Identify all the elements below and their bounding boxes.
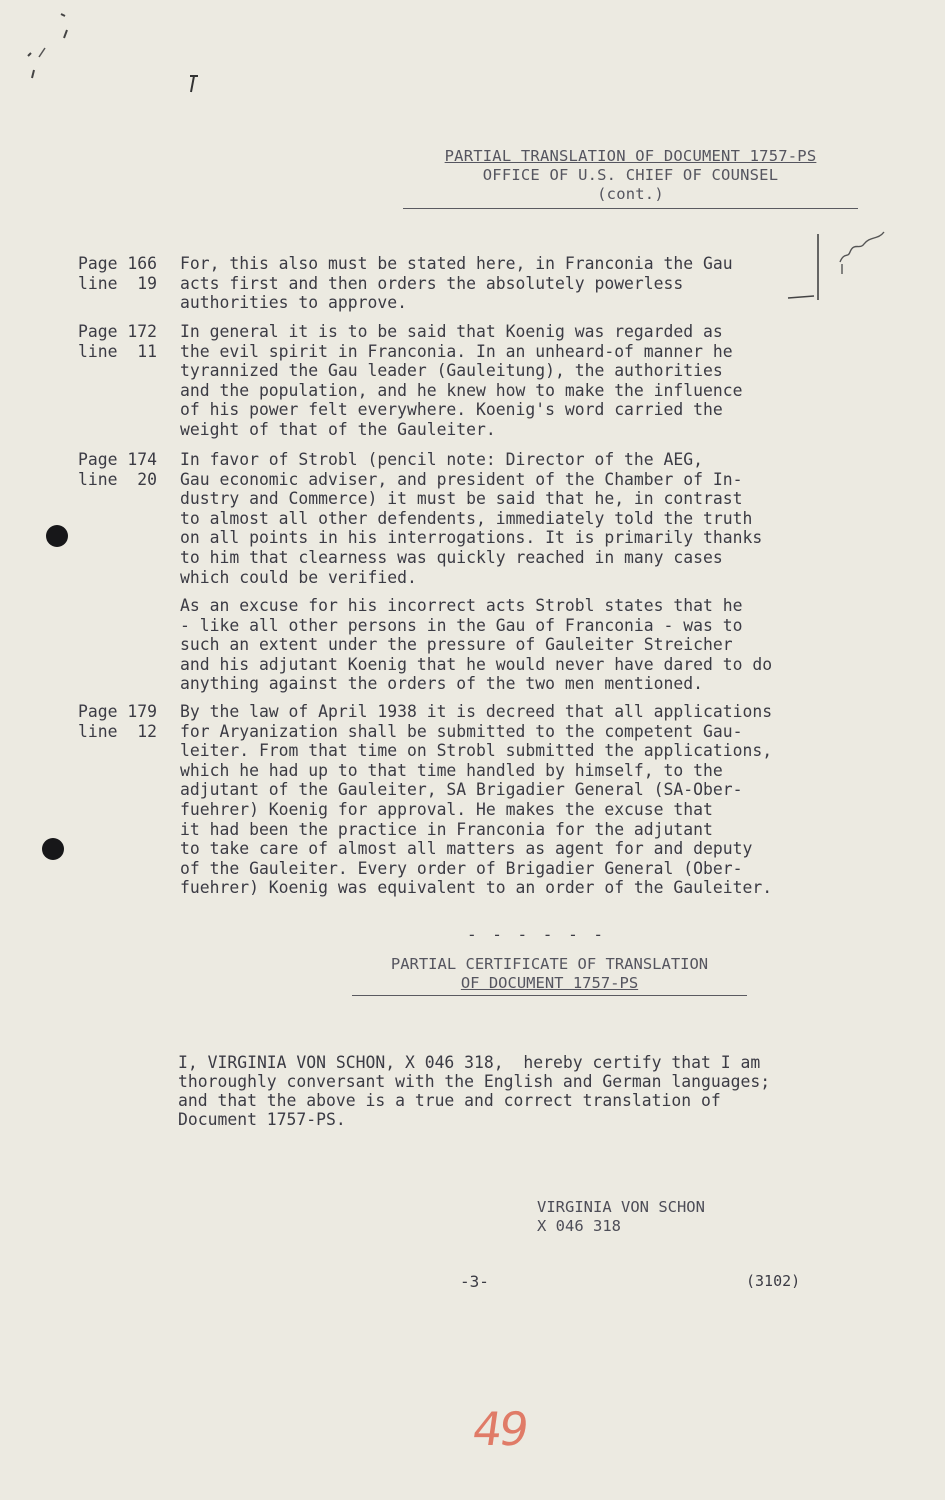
text-line: In favor of Strobl (pencil note: Director of the AEG, xyxy=(180,450,704,469)
page-number: -3- xyxy=(460,1272,489,1291)
text-line: which could be verified. xyxy=(180,567,417,587)
page-ref: Page 174 xyxy=(78,450,157,469)
text-line: Document 1757-PS. xyxy=(178,1110,346,1129)
signature-name: VIRGINIA VON SCHON xyxy=(537,1198,705,1216)
certificate-body xyxy=(178,1053,878,1129)
entry-text xyxy=(180,322,880,440)
text-line: and the population, and he knew how to make the influence xyxy=(180,380,743,400)
page-line-ref xyxy=(78,322,178,361)
signature-id: X 046 318 xyxy=(537,1217,621,1235)
entry-text xyxy=(180,450,880,587)
text-line: to almost all other defendents, immediately told the truth xyxy=(180,508,753,528)
page-line-ref xyxy=(78,450,178,489)
document-header xyxy=(403,147,858,204)
certificate-rule xyxy=(352,995,747,996)
text-line: of his power felt everywhere. Koenig's word carried the xyxy=(180,400,723,420)
text-line: of the Gauleiter. Every order of Brigadier General (Ober- xyxy=(180,858,743,878)
text-line: for Aryanization shall be submitted to the competent Gau- xyxy=(180,721,743,741)
document-reference: (3102) xyxy=(746,1272,801,1290)
text-line: and his adjutant Koenig that he would never have dared to do xyxy=(180,654,773,674)
text-line: By the law of April 1938 it is decreed that all applications xyxy=(180,702,773,721)
text-line: which he had up to that time handled by himself, to the xyxy=(180,760,723,780)
header-title: PARTIAL TRANSLATION OF DOCUMENT 1757-PS xyxy=(444,147,817,165)
text-line: on all points in his interrogations. It is primarily thanks xyxy=(180,528,763,548)
signature-block xyxy=(537,1198,705,1236)
entry-text xyxy=(180,702,880,898)
text-line: leiter. From that time on Strobl submitted the applications, xyxy=(180,741,773,761)
text-line: Gau economic adviser, and president of the Chamber of In- xyxy=(180,469,743,489)
page-ref: Page 166 xyxy=(78,254,157,273)
text-line: anything against the orders of the two men mentioned. xyxy=(180,674,704,694)
line-ref: line 12 xyxy=(78,721,157,741)
text-line: dustry and Commerce) it must be said that he, in contrast xyxy=(180,489,743,509)
text-line: I, VIRGINIA VON SCHON, X 046 318, hereby certify that I am xyxy=(178,1053,761,1072)
entry-text-continued xyxy=(180,596,880,694)
text-line: to him that clearness was quickly reached in many cases xyxy=(180,547,723,567)
header-rule xyxy=(403,208,858,209)
punch-hole xyxy=(42,838,64,860)
certificate-title-line2: OF DOCUMENT 1757-PS xyxy=(460,974,639,992)
text-line: fuehrer) Koenig for approval. He makes the excuse that xyxy=(180,799,713,819)
text-line: tyrannized the Gau leader (Gauleitung), the authorities xyxy=(180,361,723,381)
text-line: such an extent under the pressure of Gauleiter Streicher xyxy=(180,635,733,655)
entry-text xyxy=(180,254,880,313)
header-office: OFFICE OF U.S. CHIEF OF COUNSEL xyxy=(482,166,779,184)
punch-hole xyxy=(46,525,68,547)
text-line: to take care of almost all matters as agent for and deputy xyxy=(180,839,753,859)
text-line: fuehrer) Koenig was equivalent to an order of the Gauleiter. xyxy=(180,878,773,898)
pencil-marks xyxy=(20,8,80,98)
text-line: For, this also must be stated here, in Franconia the Gau xyxy=(180,254,733,273)
page-ref: Page 179 xyxy=(78,702,157,721)
text-line: weight of that of the Gauleiter. xyxy=(180,419,496,439)
certificate-title-line1: PARTIAL CERTIFICATE OF TRANSLATION xyxy=(390,955,709,973)
text-line: authorities to approve. xyxy=(180,293,407,313)
certificate-title xyxy=(352,955,747,993)
text-line: adjutant of the Gauleiter, SA Brigadier General (SA-Ober- xyxy=(180,780,743,800)
section-separator: - - - - - - xyxy=(467,925,606,944)
page-line-ref xyxy=(78,702,178,741)
header-cont: (cont.) xyxy=(597,185,664,203)
pencil-tick xyxy=(184,72,204,98)
page-ref: Page 172 xyxy=(78,322,157,341)
text-line: and that the above is a true and correct translation of xyxy=(178,1091,721,1110)
text-line: As an excuse for his incorrect acts Strobl states that he xyxy=(180,596,743,615)
text-line: thoroughly conversant with the English and German languages; xyxy=(178,1072,771,1091)
text-line: it had been the practice in Franconia for the adjutant xyxy=(180,819,713,839)
line-ref: line 20 xyxy=(78,469,157,489)
text-line: In general it is to be said that Koenig was regarded as xyxy=(180,322,723,341)
page-line-ref xyxy=(78,254,178,293)
line-ref: line 11 xyxy=(78,341,157,361)
text-line: acts first and then orders the absolutely powerless xyxy=(180,273,684,293)
line-ref: line 19 xyxy=(78,273,157,293)
text-line: the evil spirit in Franconia. In an unheard-of manner he xyxy=(180,341,733,361)
handwritten-page-stamp: 49 xyxy=(469,1402,530,1456)
text-line: - like all other persons in the Gau of Franconia - was to xyxy=(180,615,743,635)
